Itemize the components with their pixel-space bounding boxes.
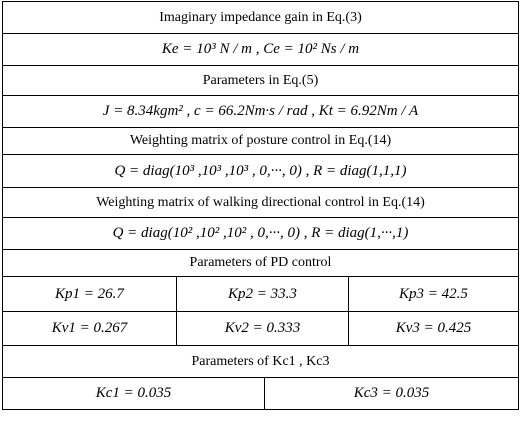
table-row — [3, 66, 518, 96]
eq5-parameters-header: Parameters in Eq.(5) — [202, 72, 319, 88]
table-row — [3, 277, 518, 312]
kv3-cell: Kv3 = 0.425 — [395, 320, 472, 336]
table-row — [3, 2, 518, 34]
kc3-cell: Kc3 = 0.035 — [353, 385, 430, 401]
table-row — [3, 155, 518, 188]
kv2-cell: Kv2 = 0.333 — [177, 312, 349, 345]
posture-weighting-header: Weighting matrix of posture control in Eq.(14) — [129, 133, 392, 148]
table-row — [3, 218, 518, 250]
table-row — [3, 250, 518, 277]
walking-weighting-equation: Q = diag(10² ,10² ,10² , 0,···, 0) , R = diag(1,···,1) — [112, 225, 409, 241]
table-row — [3, 346, 518, 378]
kp2-cell: Kp2 = 33.3 — [177, 277, 349, 311]
imaginary-impedance-header: Imaginary impedance gain in Eq.(3) — [159, 9, 362, 25]
table-row — [3, 378, 518, 409]
eq5-parameters-equation: J = 8.34kgm² , c = 66.2Nm·s / rad , Kt = 6.92Nm / A — [102, 103, 419, 119]
kc1-cell: Kc1 = 0.035 — [3, 378, 265, 409]
table-row — [3, 96, 518, 128]
table-row — [3, 34, 518, 66]
kp3-cell: Kp3 = 42.5 — [399, 285, 468, 302]
table-row — [3, 312, 518, 346]
walking-weighting-header: Weighting matrix of walking directional control in Eq.(14) — [96, 194, 425, 210]
table-row — [3, 128, 518, 155]
pd-control-header: Parameters of PD control — [189, 255, 332, 270]
kv1-cell: Kv1 = 0.267 — [3, 312, 177, 345]
posture-weighting-equation: Q = diag(10³ ,10³ ,10³ , 0,···, 0) , R = diag(1,1,1) — [114, 162, 407, 179]
table-row — [3, 188, 518, 218]
parameter-table — [2, 1, 519, 410]
kp1-cell: Kp1 = 26.7 — [3, 277, 177, 311]
kc-parameters-header: Parameters of Kc1 , Kc3 — [191, 353, 330, 369]
imaginary-impedance-equation: Ke = 10³ N / m , Ce = 10² Ns / m — [161, 41, 360, 57]
